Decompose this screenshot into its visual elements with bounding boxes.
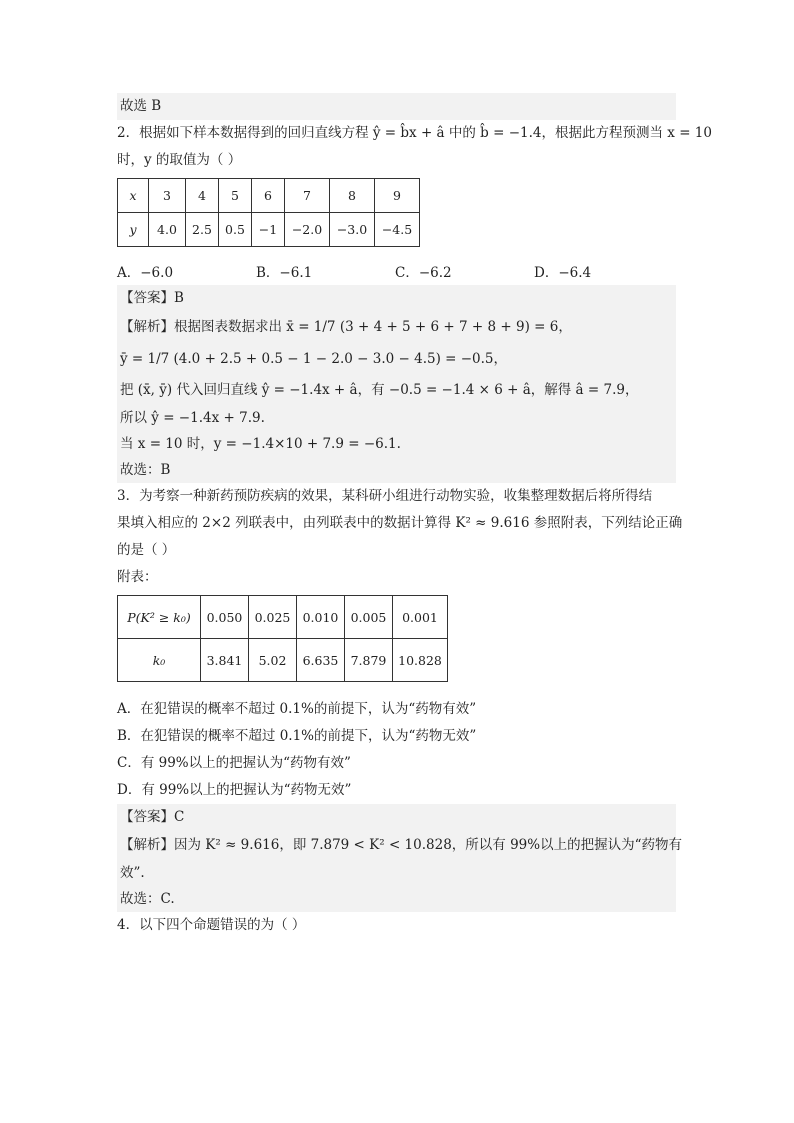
table-row xyxy=(118,596,448,639)
y-cell: −2.0 xyxy=(285,213,330,247)
x-cell: 4 xyxy=(186,179,219,213)
q1-conclusion: 故选 B xyxy=(117,93,676,120)
q3-stem-line: 的是（ ） xyxy=(117,542,176,558)
option-a: A．−6.0 xyxy=(117,265,174,281)
q3-answer-block xyxy=(117,804,682,912)
k-cell: 6.635 xyxy=(297,639,345,682)
k-cell: 3.841 xyxy=(201,639,249,682)
q3-analysis-line: 效”. xyxy=(120,865,145,881)
q2-analysis-line: 把 (x̄, ȳ) 代入回归直线 ŷ = −1.4x + â，有 −0.5 = −1.4 × 6 + â，解得 â = 7.9， xyxy=(120,382,639,398)
p-cell: 0.025 xyxy=(249,596,297,639)
q3-analysis-line: 【解析】因为 K² ≈ 9.616，即 7.879 < K² < 10.828，所以有 99%以上的把握认为“药物有 xyxy=(120,837,682,853)
k-cell: 5.02 xyxy=(249,639,297,682)
x-cell: 7 xyxy=(285,179,330,213)
option-b: B．−6.1 xyxy=(256,265,313,281)
k-row-label: k₀ xyxy=(118,639,201,682)
q3-answer: 【答案】C xyxy=(120,809,185,825)
q2-analysis-line: 故选：B xyxy=(120,462,171,478)
q3-stem-line: 3．为考察一种新药预防疾病的效果，某科研小组进行动物实验，收集整理数据后将所得结 xyxy=(117,488,653,504)
y-cell: 0.5 xyxy=(219,213,252,247)
q3-analysis-line: 故选：C. xyxy=(120,891,175,907)
x-row-label: x xyxy=(118,179,149,213)
q3-appendix-label: 附表： xyxy=(117,569,158,585)
q2-analysis-line: ȳ = 1/7 (4.0 + 2.5 + 0.5 − 1 − 2.0 − 3.0 − 4.5) = −0.5， xyxy=(120,351,508,367)
option-c: C．有 99%以上的把握认为“药物有效” xyxy=(117,755,351,771)
q2-answer-block xyxy=(117,285,676,483)
option-b: B．在犯错误的概率不超过 0.1%的前提下，认为“药物无效” xyxy=(117,728,477,744)
q2-data-table xyxy=(117,178,420,247)
y-cell: −4.5 xyxy=(375,213,420,247)
q2-stem-line1: 2．根据如下样本数据得到的回归直线方程 ŷ = b̂x + â 中的 b̂ = −1.4，根据此方程预测当 x = 10 xyxy=(117,125,712,141)
table-row xyxy=(118,639,448,682)
y-cell: −3.0 xyxy=(330,213,375,247)
x-cell: 9 xyxy=(375,179,420,213)
option-c: C．−6.2 xyxy=(395,265,452,281)
q3-options xyxy=(117,696,676,804)
option-d: D．−6.4 xyxy=(534,265,592,281)
q2-stem-line2: 时，y 的取值为（ ） xyxy=(117,152,242,168)
q2-analysis-line: 当 x = 10 时，y = −1.4×10 + 7.9 = −6.1. xyxy=(120,436,401,452)
p-cell: 0.005 xyxy=(345,596,393,639)
q3-critical-value-table xyxy=(117,595,448,682)
p-cell: 0.010 xyxy=(297,596,345,639)
option-d: D．有 99%以上的把握认为“药物无效” xyxy=(117,782,352,798)
k-cell: 10.828 xyxy=(393,639,448,682)
p-row-label: P(K² ≥ k₀) xyxy=(118,596,201,639)
y-cell: −1 xyxy=(252,213,285,247)
table-row xyxy=(118,179,420,213)
y-cell: 4.0 xyxy=(149,213,186,247)
p-cell: 0.050 xyxy=(201,596,249,639)
q2-options xyxy=(117,261,676,281)
y-row-label: y xyxy=(118,213,149,247)
q2-analysis-line: 所以 ŷ = −1.4x + 7.9. xyxy=(120,410,265,426)
q2-analysis-line: 【解析】根据图表数据求出 x̄ = 1/7 (3 + 4 + 5 + 6 + 7 + 8 + 9) = 6， xyxy=(120,319,572,335)
k-cell: 7.879 xyxy=(345,639,393,682)
q3-stem-line: 果填入相应的 2×2 列联表中，由列联表中的数据计算得 K² ≈ 9.616 参照附表，下列结论正确 xyxy=(117,515,683,531)
option-a: A．在犯错误的概率不超过 0.1%的前提下，认为“药物有效” xyxy=(117,701,477,717)
q2-answer: 【答案】B xyxy=(120,290,184,306)
p-cell: 0.001 xyxy=(393,596,448,639)
document-body xyxy=(117,93,712,939)
x-cell: 5 xyxy=(219,179,252,213)
x-cell: 6 xyxy=(252,179,285,213)
table-row xyxy=(118,213,420,247)
q4-stem: 4．以下四个命题错误的为（ ） xyxy=(117,917,306,933)
y-cell: 2.5 xyxy=(186,213,219,247)
x-cell: 3 xyxy=(149,179,186,213)
x-cell: 8 xyxy=(330,179,375,213)
